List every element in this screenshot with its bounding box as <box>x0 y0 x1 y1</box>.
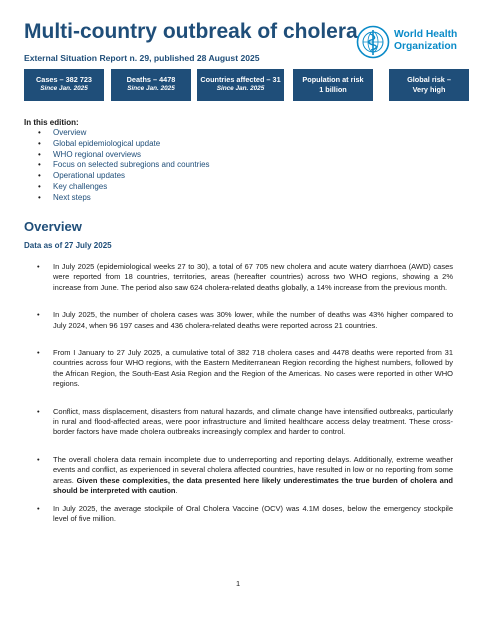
edition-heading: In this edition: <box>24 118 79 127</box>
overview-bullets <box>37 262 453 524</box>
stat-box-risk: Global risk – Very high <box>389 69 469 101</box>
page-number: 1 <box>236 579 241 588</box>
edition-link-key-challenges[interactable]: • Key challenges <box>38 182 210 193</box>
overview-heading: Overview <box>24 219 82 234</box>
edition-link-operational-updates[interactable]: • Operational updates <box>38 171 210 182</box>
edition-list <box>38 128 210 204</box>
overview-bullet: • The overall cholera data remain incomplete due to underreporting and reporting delays. Additionally, extreme weather events and conflict, as experienced in several cholera affected countries, have resulted in low or no reporting from some areas. Given these complexities, the data presented here likely underestimates the true burden of cholera and should be interpreted with caution. <box>37 455 453 497</box>
overview-bullet: • Conflict, mass displacement, disasters from natural hazards, and climate change have intensified outbreaks, particularly in rural and flood-affected areas, were poor infrastructure and limited healthcare access delay treatment. These cross-border factors have made cholera outbreaks increasingly complex and harder to control. <box>37 407 453 438</box>
overview-bullet: • From I January to 27 July 2025, a cumulative total of 382 718 cholera cases and 4478 deaths were reported from 31 countries across four WHO regions, with the Eastern Mediterranean Region recording the highest numbers, followed by the African Region, the South-East Asia Region and the Region of the Americas. No cases were reported in other WHO regions. <box>37 348 453 390</box>
overview-bullet: • In July 2025, the average stockpile of Oral Cholera Vaccine (OCV) was 4.1M doses, below the emergency stockpile level of five million. <box>37 504 453 525</box>
edition-link-regional-overviews[interactable]: • WHO regional overviews <box>38 150 210 161</box>
edition-link-focus-subregions[interactable]: • Focus on selected subregions and countries <box>38 160 210 171</box>
report-title: Multi-country outbreak of cholera <box>24 20 358 43</box>
edition-link-global-update[interactable]: • Global epidemiological update <box>38 139 210 150</box>
report-subtitle: External Situation Report n. 29, published 28 August 2025 <box>24 53 260 63</box>
data-date: Data as of 27 July 2025 <box>24 241 112 250</box>
who-logo <box>356 25 476 59</box>
overview-bullet: • In July 2025 (epidemiological weeks 27 to 30), a total of 67 705 new cholera and acute watery diarrhoea (AWD) cases were reported from 18 countries, territories, areas (hereafter countries) across two WHO regions, showing a 2% increase from June. The period also saw 624 cholera-related deaths globally, a 14% increase from the previous month. <box>37 262 453 293</box>
stat-box-deaths: Deaths – 4478 Since Jan. 2025 <box>111 69 191 101</box>
who-logo-text: World Health Organization <box>394 29 458 52</box>
stat-box-population: Population at risk 1 billion <box>293 69 373 101</box>
who-emblem-icon <box>356 25 390 59</box>
stat-box-cases: Cases – 382 723 Since Jan. 2025 <box>24 69 104 101</box>
edition-link-next-steps[interactable]: • Next steps <box>38 193 210 204</box>
overview-bullet: • In July 2025, the number of cholera cases was 30% lower, while the number of deaths was 43% higher compared to July 2024, when 96 197 cases and 436 cholera-related deaths were reported across 21 countries. <box>37 310 453 331</box>
edition-link-overview[interactable]: • Overview <box>38 128 210 139</box>
stat-box-countries: Countries affected – 31 Since Jan. 2025 <box>197 69 284 101</box>
